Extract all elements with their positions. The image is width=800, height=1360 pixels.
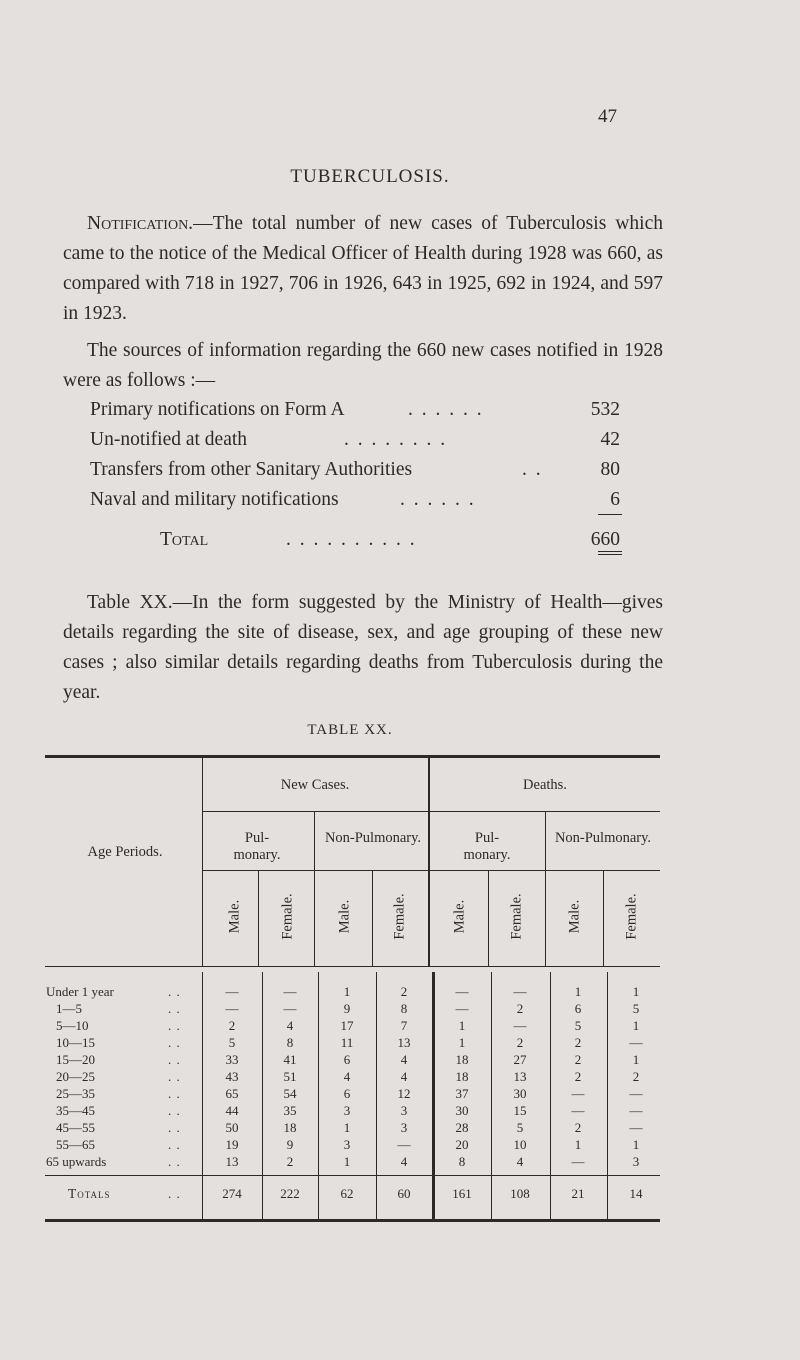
table-cell: 50 [225, 1120, 239, 1135]
table-cell: 1 [458, 1018, 466, 1033]
table-cell: — [629, 1086, 643, 1101]
leader-dots: . . [168, 1103, 181, 1118]
table-cell: 35 [283, 1103, 297, 1118]
table-cell: 4 [400, 1154, 408, 1169]
totals-cell: 108 [510, 1186, 530, 1201]
table-cell: 8 [400, 1001, 408, 1016]
leader-dots: . . [168, 1018, 181, 1033]
female-header: Female. [623, 893, 640, 940]
table-cell: 4 [286, 1018, 294, 1033]
sources-list [90, 395, 630, 555]
leader-dots: . . . . . . . . [344, 429, 448, 450]
male-header: Male. [566, 899, 583, 934]
totals-top-rule [45, 1175, 660, 1176]
table-cell: 30 [455, 1103, 469, 1118]
page-title: TUBERCULOSIS. [290, 166, 450, 187]
total-rule-bottom-1 [598, 551, 622, 552]
leader-dots: . . [168, 1137, 181, 1152]
table-cell: 4 [343, 1069, 351, 1084]
page-number: 47 [598, 106, 617, 127]
table-cell: — [225, 984, 239, 999]
totals-cell: 274 [222, 1186, 242, 1201]
table-cell: 19 [225, 1137, 239, 1152]
pulmonary-header: Pul-monary. [463, 830, 511, 863]
table-cell: 1 [574, 1137, 582, 1152]
table-cell: 1 [632, 1137, 640, 1152]
leader-dots: . . [168, 1069, 181, 1084]
table-cell: 2 [400, 984, 408, 999]
leader-dots: . . [168, 1035, 181, 1050]
table-cell: 4 [516, 1154, 524, 1169]
leader-dots: . . . . . . . . . . [286, 529, 417, 550]
total-rule-top [598, 514, 622, 515]
table-cell: 1 [458, 1035, 466, 1050]
source-value: 80 [600, 459, 620, 480]
column-divider [607, 972, 608, 1220]
pulmonary-header: Pul-monary. [233, 830, 281, 863]
male-header: Male. [336, 899, 353, 934]
table-cell: 20 [455, 1137, 469, 1152]
column-divider [258, 870, 259, 966]
table-cell: 5 [228, 1035, 236, 1050]
column-divider [262, 972, 263, 1220]
table-intro-paragraph [63, 588, 663, 708]
female-header: Female. [279, 893, 296, 940]
source-label: Un-notified at death [90, 429, 248, 450]
age-periods-header: Age Periods. [87, 844, 163, 860]
table-cell: 54 [283, 1086, 297, 1101]
column-divider [314, 811, 315, 966]
sources-intro-text: The sources of information regarding the 660 new cases notified in 1928 were as follows :— [63, 340, 663, 391]
table-cell: 27 [513, 1052, 527, 1067]
totals-label: Totals [68, 1186, 111, 1201]
total-label: Total [160, 529, 209, 550]
column-divider [603, 870, 604, 966]
non-pulmonary-header: Non-Pulmonary. [324, 830, 422, 846]
table-cell: 33 [225, 1052, 239, 1067]
table-cell: 1 [343, 984, 351, 999]
column-divider [432, 972, 435, 1220]
table-cell: — [397, 1137, 411, 1152]
table-cell: — [283, 1001, 297, 1016]
age-period-label: 10—15 [56, 1035, 95, 1050]
table-cell: 2 [228, 1018, 236, 1033]
table-cell: 8 [458, 1154, 466, 1169]
age-period-label: 5—10 [56, 1018, 89, 1033]
table-cell: — [225, 1001, 239, 1016]
totals-cell: 60 [397, 1186, 411, 1201]
table-title: TABLE XX. [307, 722, 393, 738]
table-cell: 2 [516, 1001, 524, 1016]
table-cell: 1 [632, 1018, 640, 1033]
notification-text: —The total number of new cases of Tuberculosis which came to the notice of the Medical Officer of Health during 1928 was 660, as compared with 718 in 1927, 706 in 1926, 643 in 1925, 692 in 1924, and 597 in 1923. [63, 213, 663, 324]
leader-dots: . . [168, 1052, 181, 1067]
age-period-label: 35—45 [56, 1103, 95, 1118]
table-cell: 6 [343, 1086, 351, 1101]
table-cell: 65 [225, 1086, 239, 1101]
table-cell: 18 [455, 1052, 469, 1067]
table-cell: 3 [400, 1103, 408, 1118]
table-cell: — [283, 984, 297, 999]
table-cell: — [455, 1001, 469, 1016]
table-cell: 2 [632, 1069, 640, 1084]
female-header: Female. [508, 893, 525, 940]
sources-total-row [90, 525, 630, 555]
table-cell: 2 [574, 1035, 582, 1050]
table-bottom-rule [45, 1219, 660, 1222]
table-cell: 1 [574, 984, 582, 999]
table-cell: 12 [397, 1086, 411, 1101]
source-label: Transfers from other Sanitary Authorities [90, 459, 413, 480]
leader-dots: . . [168, 1154, 181, 1169]
column-divider [545, 811, 546, 966]
table-cell: — [571, 1086, 585, 1101]
table-intro-text: Table XX.—In the form suggested by the Ministry of Health—gives details regarding the site of disease, sex, and age grouping of these new cases ; also similar details regarding deaths from Tuberculosis during the year. [63, 592, 663, 703]
list-item [90, 485, 630, 515]
list-item [90, 425, 630, 455]
table-cell: — [571, 1154, 585, 1169]
table-cell: 37 [455, 1086, 469, 1101]
table-cell: 2 [574, 1069, 582, 1084]
column-divider [202, 972, 203, 1220]
male-header: Male. [451, 899, 468, 934]
notification-paragraph [63, 209, 663, 329]
table-cell: 1 [632, 984, 640, 999]
age-period-label: 25—35 [56, 1086, 95, 1101]
table-cell: 1 [632, 1052, 640, 1067]
table-cell: 3 [343, 1137, 351, 1152]
table-cell: 17 [340, 1018, 354, 1033]
age-period-label: 65 upwards [46, 1154, 107, 1169]
table-cell: 4 [400, 1069, 408, 1084]
column-divider [318, 972, 319, 1220]
table-cell: 41 [283, 1052, 297, 1067]
column-divider [491, 972, 492, 1220]
table-cell: 6 [574, 1001, 582, 1016]
leader-dots: . . [522, 459, 543, 480]
table-cell: 3 [343, 1103, 351, 1118]
notification-heading: Notification. [87, 213, 194, 234]
source-label: Primary notifications on Form A [90, 399, 345, 420]
age-period-label: Under 1 year [46, 984, 114, 999]
source-label: Naval and military notifications [90, 489, 339, 510]
table-cell: 43 [225, 1069, 239, 1084]
table-cell: 4 [400, 1052, 408, 1067]
table-cell: 13 [397, 1035, 411, 1050]
table-cell: 1 [343, 1120, 351, 1135]
table-cell: 13 [513, 1069, 527, 1084]
table-cell: 5 [574, 1018, 582, 1033]
totals-cell: 21 [571, 1186, 585, 1201]
table-cell: — [513, 984, 527, 999]
table-cell: 5 [516, 1120, 524, 1135]
column-divider [372, 870, 373, 966]
table-cell: — [513, 1018, 527, 1033]
header-bottom-rule [45, 966, 660, 967]
leader-dots: . . . . . . [408, 399, 484, 420]
column-divider [488, 870, 489, 966]
totals-cell: 161 [452, 1186, 472, 1201]
table-cell: 9 [286, 1137, 294, 1152]
table-cell: — [629, 1120, 643, 1135]
leader-dots: . . [168, 1001, 181, 1016]
age-period-label: 20—25 [56, 1069, 95, 1084]
table-cell: 51 [283, 1069, 297, 1084]
age-period-label: 1—5 [56, 1001, 82, 1016]
table-cell: 2 [574, 1052, 582, 1067]
deaths-header: Deaths. [523, 777, 567, 793]
header-rule-1 [202, 811, 660, 812]
table-cell: 3 [400, 1120, 408, 1135]
table-cell: 2 [574, 1120, 582, 1135]
age-period-label: 45—55 [56, 1120, 95, 1135]
leader-dots: . . [168, 1086, 181, 1101]
table-cell: 1 [343, 1154, 351, 1169]
column-divider [376, 972, 377, 1220]
leader-dots: . . [168, 1120, 181, 1135]
table-cell: 30 [513, 1086, 527, 1101]
table-cell: 13 [225, 1154, 239, 1169]
total-rule-bottom-2 [598, 554, 622, 555]
table-cell: — [629, 1035, 643, 1050]
table-cell: — [629, 1103, 643, 1118]
column-divider [550, 972, 551, 1220]
table-cell: 28 [455, 1120, 469, 1135]
table-cell: 7 [400, 1018, 408, 1033]
age-period-label: 15—20 [56, 1052, 95, 1067]
table-cell: 18 [455, 1069, 469, 1084]
table-cell: 5 [632, 1001, 640, 1016]
female-header: Female. [391, 893, 408, 940]
table-cell: 9 [343, 1001, 351, 1016]
new-cases-header: New Cases. [280, 777, 350, 793]
table-cell: 15 [513, 1103, 527, 1118]
source-value: 6 [610, 489, 620, 510]
total-value: 660 [590, 529, 620, 550]
leader-dots: . . . . . . [400, 489, 476, 510]
table-cell: 2 [516, 1035, 524, 1050]
table-cell: 8 [286, 1035, 294, 1050]
table-cell: 2 [286, 1154, 294, 1169]
table-cell: 3 [632, 1154, 640, 1169]
male-header: Male. [226, 899, 243, 934]
table-top-rule [45, 755, 660, 758]
table-cell: 44 [225, 1103, 239, 1118]
leader-dots: . . [168, 1186, 181, 1201]
list-item [90, 395, 630, 425]
table-cell: 6 [343, 1052, 351, 1067]
totals-cell: 14 [629, 1186, 643, 1201]
non-pulmonary-header: Non-Pulmonary. [554, 830, 652, 846]
table-cell: — [571, 1103, 585, 1118]
header-rule-2 [202, 870, 660, 871]
table-cell: 18 [283, 1120, 297, 1135]
totals-cell: 222 [280, 1186, 300, 1201]
list-item [90, 455, 630, 485]
age-period-label: 55—65 [56, 1137, 95, 1152]
table-cell: 11 [340, 1035, 354, 1050]
source-value: 532 [590, 399, 620, 420]
table-cell: — [455, 984, 469, 999]
table-cell: 10 [513, 1137, 527, 1152]
source-value: 42 [600, 429, 620, 450]
leader-dots: . . [168, 984, 181, 999]
totals-cell: 62 [340, 1186, 354, 1201]
sources-intro-paragraph [63, 336, 663, 396]
